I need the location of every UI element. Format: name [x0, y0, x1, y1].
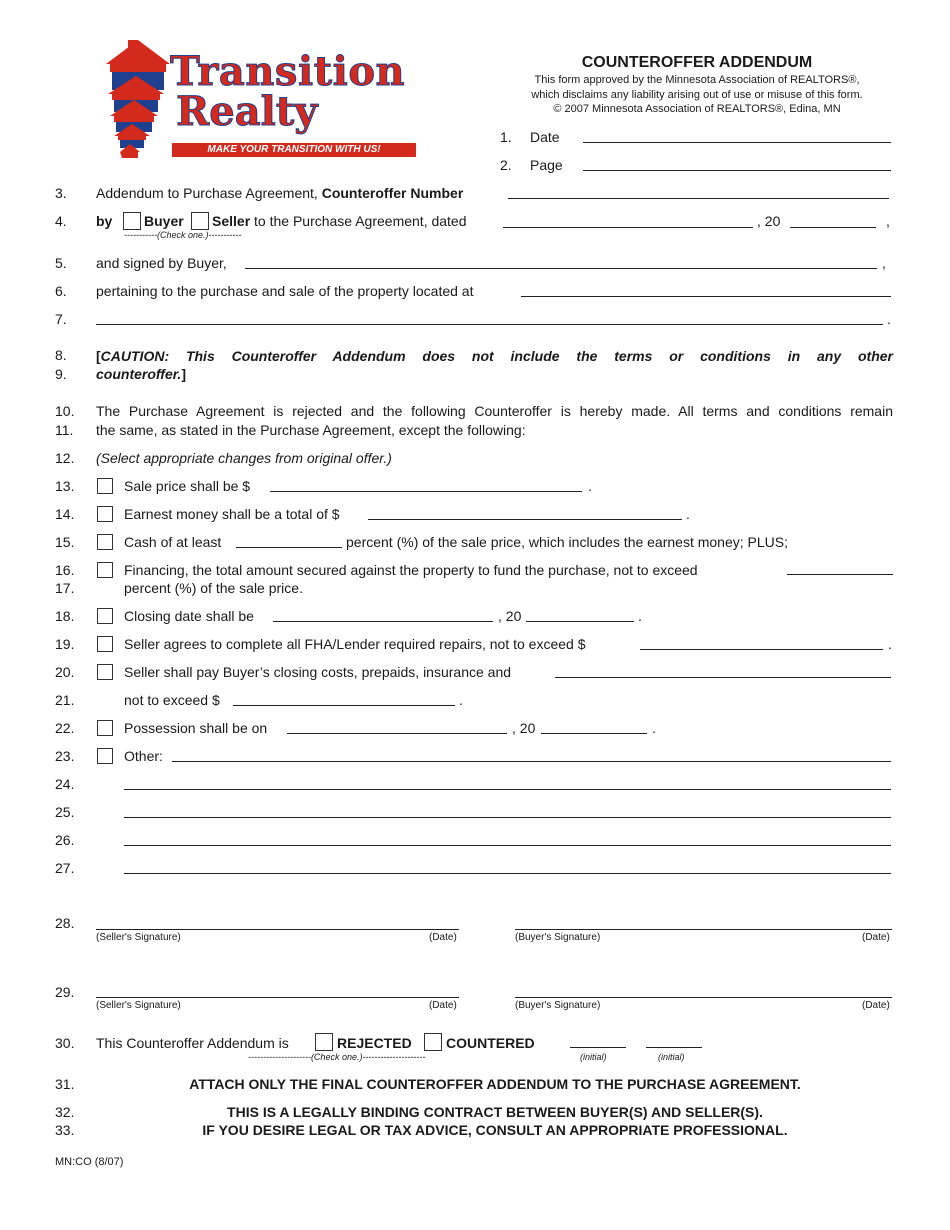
line-number: 6.	[55, 283, 67, 299]
line-number: 5.	[55, 255, 67, 271]
seller-label: Seller	[212, 213, 251, 229]
seller-text	[212, 213, 467, 229]
line-number: 26.	[55, 832, 75, 848]
cash-checkbox[interactable]	[97, 534, 113, 550]
page-field[interactable]	[583, 170, 891, 171]
line-number: 8.	[55, 347, 67, 363]
legal-advice-notice: IF YOU DESIRE LEGAL OR TAX ADVICE, CONSULT AN APPROPRIATE PROFESSIONAL.	[202, 1122, 788, 1138]
select-changes-note: (Select appropriate changes from original offer.)	[96, 450, 392, 466]
line-number: 3.	[55, 185, 67, 201]
line-number: 12.	[55, 450, 75, 466]
logo-tagline: MAKE YOUR TRANSITION WITH US!	[172, 143, 416, 157]
line-number: 24.	[55, 776, 75, 792]
cash-percent-label: percent (%) of the sale price, which includes the earnest money; PLUS;	[346, 534, 788, 550]
buyer-checkbox[interactable]	[123, 212, 141, 230]
countered-label: COUNTERED	[446, 1035, 535, 1051]
caution-text	[96, 347, 893, 366]
other-field[interactable]	[172, 761, 891, 762]
caution-open-bracket: [	[96, 348, 101, 364]
line-number: 22.	[55, 720, 75, 736]
other-field-4[interactable]	[124, 845, 891, 846]
line-number: 11.	[55, 422, 74, 438]
fha-repairs-field[interactable]	[640, 649, 883, 650]
line-number: 1.	[500, 129, 512, 145]
form-title: COUNTEROFFER ADDENDUM	[581, 54, 813, 71]
comma-20-label: , 20	[512, 720, 536, 736]
seller-signature-field[interactable]	[96, 929, 459, 930]
counteroffer-number-label: Counteroffer Number	[321, 185, 464, 201]
financing-field[interactable]	[787, 574, 893, 575]
not-to-exceed-field[interactable]	[233, 705, 455, 706]
seller-checkbox[interactable]	[191, 212, 209, 230]
line-number: 25.	[55, 804, 75, 820]
attach-notice: ATTACH ONLY THE FINAL COUNTEROFFER ADDENDUM TO THE PURCHASE AGREEMENT.	[189, 1076, 801, 1092]
cash-percent-field[interactable]	[236, 547, 342, 548]
initial-label: (initial)	[580, 1052, 607, 1062]
binding-notice: THIS IS A LEGALLY BINDING CONTRACT BETWEEN BUYER(S) AND SELLER(S).	[227, 1104, 763, 1120]
earnest-money-field[interactable]	[368, 519, 682, 520]
other-field-3[interactable]	[124, 817, 891, 818]
fha-repairs-label: Seller agrees to complete all FHA/Lender required repairs, not to exceed $	[124, 636, 586, 652]
closing-date-checkbox[interactable]	[97, 608, 113, 624]
rejected-checkbox[interactable]	[315, 1033, 333, 1051]
pa-year-field[interactable]	[790, 227, 876, 228]
counteroffer-number-field[interactable]	[508, 198, 889, 199]
other-checkbox[interactable]	[97, 748, 113, 764]
other-label: Other:	[124, 748, 163, 764]
earnest-money-label: Earnest money shall be a total of $	[124, 506, 340, 522]
pa-date-field[interactable]	[503, 227, 753, 228]
possession-date-field[interactable]	[287, 733, 507, 734]
property-address-field[interactable]	[521, 296, 891, 297]
initial-field-2[interactable]	[646, 1047, 702, 1048]
line-number: 13.	[55, 478, 75, 494]
sale-price-label: Sale price shall be $	[124, 478, 251, 494]
rejected-statement-2: the same, as stated in the Purchase Agreement, except the following:	[96, 422, 526, 438]
line-number: 27.	[55, 860, 75, 876]
comma-20-label: , 20	[498, 608, 522, 624]
date-field[interactable]	[583, 142, 891, 143]
page-label: Page	[530, 157, 563, 173]
addendum-to-text	[96, 185, 463, 201]
check-one-note: -----------(Check one.)-----------	[124, 230, 242, 240]
closing-year-field[interactable]	[526, 621, 634, 622]
possession-checkbox[interactable]	[97, 720, 113, 736]
initial-field-1[interactable]	[570, 1047, 626, 1048]
other-field-2[interactable]	[124, 789, 891, 790]
period-label: .	[588, 478, 592, 494]
financing-checkbox[interactable]	[97, 562, 113, 578]
countered-checkbox[interactable]	[424, 1033, 442, 1051]
caution-line-1: CAUTION: This Counteroffer Addendum does not include the terms or conditions in any other	[100, 348, 893, 364]
line-number: 29.	[55, 984, 75, 1000]
period-label: .	[888, 636, 892, 652]
line-number: 10.	[55, 403, 75, 419]
line-number: 9.	[55, 366, 67, 382]
seller-date-label: (Date)	[429, 1000, 457, 1011]
copyright-line: © 2007 Minnesota Association of REALTORS®, Edina, MN	[553, 103, 841, 115]
closing-costs-checkbox[interactable]	[97, 664, 113, 680]
caution-close-bracket: ]	[181, 366, 186, 382]
line-number: 23.	[55, 748, 75, 764]
approval-line-1: This form approved by the Minnesota Association of REALTORS®,	[534, 74, 860, 86]
financing-percent-label: percent (%) of the sale price.	[124, 580, 303, 596]
period-label: .	[686, 506, 690, 522]
seller-signature-label: (Seller's Signature)	[96, 932, 181, 943]
other-field-5[interactable]	[124, 873, 891, 874]
period-label: .	[887, 311, 891, 327]
caution-text-2	[96, 366, 186, 382]
signed-by-buyer-label: and signed by Buyer,	[96, 255, 227, 271]
line-number: 14.	[55, 506, 75, 522]
seller-signature-field-2[interactable]	[96, 997, 459, 998]
buyer-signature-field[interactable]	[515, 929, 892, 930]
seller-date-label: (Date)	[429, 932, 457, 943]
buyer-date-label: (Date)	[862, 932, 890, 943]
signed-by-buyer-field[interactable]	[245, 268, 877, 269]
line-number: 20.	[55, 664, 75, 680]
closing-costs-label: Seller shall pay Buyer’s closing costs, prepaids, insurance and	[124, 664, 512, 680]
buyer-label: Buyer	[144, 213, 184, 229]
period-label: .	[638, 608, 642, 624]
line-number: 19.	[55, 636, 75, 652]
buyer-date-label: (Date)	[862, 1000, 890, 1011]
line-number: 7.	[55, 311, 67, 327]
period-label: .	[459, 692, 463, 708]
line-number: 16.	[55, 562, 75, 578]
this-counteroffer-label: This Counteroffer Addendum is	[96, 1035, 289, 1051]
buyer-signature-label: (Buyer's Signature)	[515, 932, 601, 943]
closing-date-field[interactable]	[273, 621, 493, 622]
to-pa-dated-label: to the Purchase Agreement, dated	[254, 213, 467, 229]
fha-repairs-checkbox[interactable]	[97, 636, 113, 652]
logo-word-realty: Realty	[176, 88, 318, 135]
check-one-note: ---------------------(Check one.)---------------------	[248, 1052, 426, 1062]
addendum-to-label: Addendum to Purchase Agreement,	[96, 185, 318, 201]
line-number: 15.	[55, 534, 75, 550]
cash-label: Cash of at least	[124, 534, 222, 550]
line-number: 21.	[55, 692, 75, 708]
line-number: 32.	[55, 1104, 75, 1120]
not-to-exceed-label: not to exceed $	[124, 692, 220, 708]
rejected-label: REJECTED	[337, 1035, 412, 1051]
earnest-money-checkbox[interactable]	[97, 506, 113, 522]
period-label: .	[652, 720, 656, 736]
comma-20-label: , 20	[757, 213, 781, 229]
closing-date-label: Closing date shall be	[124, 608, 254, 624]
by-label: by	[96, 213, 113, 229]
logo-word-transition: Transition	[170, 48, 406, 95]
buyer-signature-field-2[interactable]	[515, 997, 892, 998]
line-number: 30.	[55, 1035, 75, 1051]
line-number: 33.	[55, 1122, 75, 1138]
possession-label: Possession shall be on	[124, 720, 268, 736]
sale-price-checkbox[interactable]	[97, 478, 113, 494]
sale-price-field[interactable]	[270, 491, 582, 492]
buyer-signature-label: (Buyer's Signature)	[515, 1000, 601, 1011]
financing-label: Financing, the total amount secured against the property to fund the purchase, not to exceed	[124, 562, 698, 578]
date-label: Date	[530, 129, 560, 145]
rejected-statement-1: The Purchase Agreement is rejected and the following Counteroffer is hereby made. All terms and conditions remain	[96, 403, 893, 419]
approval-line-2: which disclaims any liability arising out of use or misuse of this form.	[531, 89, 863, 101]
line-number: 2.	[500, 157, 512, 173]
line-number: 17.	[55, 580, 75, 596]
seller-signature-label: (Seller's Signature)	[96, 1000, 181, 1011]
line-number: 28.	[55, 915, 75, 931]
line-number: 4.	[55, 213, 67, 229]
line-number: 31.	[55, 1076, 75, 1092]
form-code: MN:CO (8/07)	[55, 1156, 124, 1168]
line-number: 18.	[55, 608, 75, 624]
caution-line-2: counteroffer.	[96, 366, 182, 382]
closing-costs-field[interactable]	[555, 677, 891, 678]
pertaining-label: pertaining to the purchase and sale of the property located at	[96, 283, 474, 299]
property-address-field-2[interactable]	[96, 324, 883, 325]
initial-label: (initial)	[658, 1052, 685, 1062]
company-logo	[98, 36, 420, 160]
comma-label: ,	[882, 255, 886, 271]
comma-label: ,	[886, 213, 890, 229]
possession-year-field[interactable]	[541, 733, 647, 734]
